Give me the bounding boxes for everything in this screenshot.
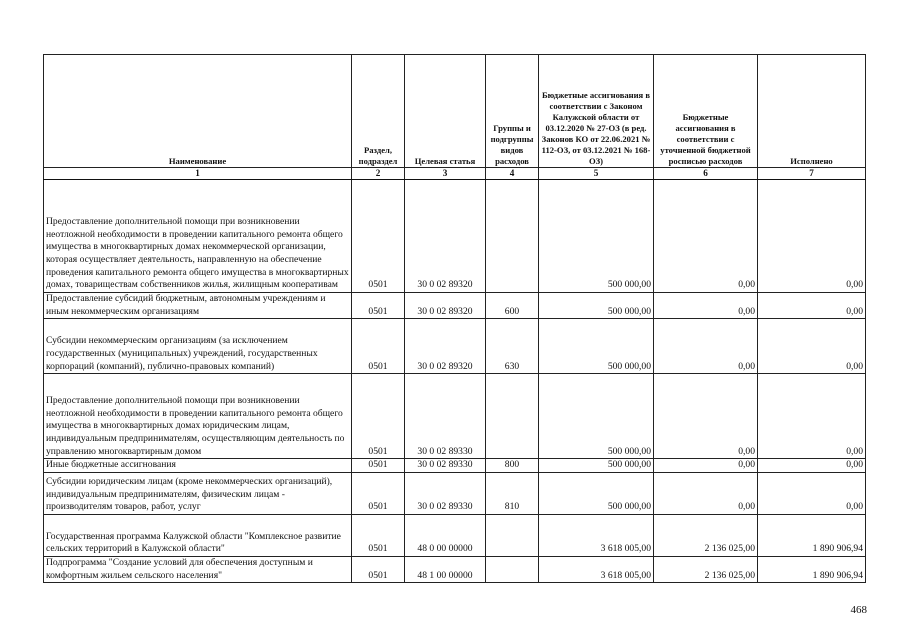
row-target: 30 0 02 89330: [405, 374, 486, 459]
row-executed: 0,00: [758, 472, 866, 514]
row-refined-allocation: 0,00: [654, 459, 758, 473]
row-target: 30 0 02 89320: [405, 319, 486, 374]
column-number: 5: [539, 168, 654, 180]
row-group: [486, 374, 539, 459]
row-group: [486, 514, 539, 556]
budget-table: [43, 54, 866, 583]
row-refined-allocation: 2 136 025,00: [654, 514, 758, 556]
row-executed: 0,00: [758, 374, 866, 459]
row-executed: 0,00: [758, 180, 866, 293]
table-row: [44, 459, 866, 473]
column-number: 1: [44, 168, 352, 180]
table-row: [44, 374, 866, 459]
row-target: 48 1 00 00000: [405, 556, 486, 582]
row-name: Субсидии юридическим лицам (кроме некоммерческих организаций), индивидуальным предпринимателям, физическим лицам - производителям товаров, работ, услуг: [44, 472, 352, 514]
table-row: [44, 319, 866, 374]
row-group: 600: [486, 293, 539, 319]
row-section: 0501: [352, 556, 405, 582]
row-name: Иные бюджетные ассигнования: [44, 459, 352, 473]
row-law-allocation: 500 000,00: [539, 319, 654, 374]
row-target: 30 0 02 89330: [405, 472, 486, 514]
row-name: Субсидии некоммерческим организациям (за исключением государственных (муниципальных) учреждений, государственных корпораций (компаний), публично-правовых компаний): [44, 319, 352, 374]
row-section: 0501: [352, 514, 405, 556]
row-refined-allocation: 0,00: [654, 180, 758, 293]
row-name: Подпрограмма "Создание условий для обеспечения доступным и комфортным жильем сельского населения": [44, 556, 352, 582]
row-section: 0501: [352, 374, 405, 459]
row-group: 630: [486, 319, 539, 374]
row-executed: 0,00: [758, 319, 866, 374]
table-row: [44, 556, 866, 582]
row-refined-allocation: 0,00: [654, 374, 758, 459]
row-executed: 1 890 906,94: [758, 514, 866, 556]
table-row: [44, 472, 866, 514]
header-refined-allocation: Бюджетные ассигнования в соответствии с уточненной бюджетной росписью расходов: [654, 55, 758, 168]
header-row: [44, 55, 866, 168]
row-group: 800: [486, 459, 539, 473]
header-law-allocation: Бюджетные ассигнования в соответствии с Законом Калужской области от 03.12.2020 № 27-ОЗ (в ред. Законов КО от 22.06.2021 № 112-ОЗ, от 03.12.2021 № 168-ОЗ): [539, 55, 654, 168]
row-executed: 0,00: [758, 293, 866, 319]
column-number: 2: [352, 168, 405, 180]
row-target: 30 0 02 89320: [405, 180, 486, 293]
row-section: 0501: [352, 180, 405, 293]
row-target: 30 0 02 89330: [405, 459, 486, 473]
column-number-row: [44, 168, 866, 180]
row-refined-allocation: 0,00: [654, 293, 758, 319]
header-executed: Исполнено: [758, 55, 866, 168]
column-number: 6: [654, 168, 758, 180]
row-refined-allocation: 0,00: [654, 472, 758, 514]
row-section: 0501: [352, 293, 405, 319]
row-group: 810: [486, 472, 539, 514]
row-law-allocation: 500 000,00: [539, 374, 654, 459]
header-name: Наименование: [44, 55, 352, 168]
header-group: Группы и подгруппы видов расходов: [486, 55, 539, 168]
row-name: Предоставление субсидий бюджетным, автономным учреждениям и иным некоммерческим организациям: [44, 293, 352, 319]
row-law-allocation: 3 618 005,00: [539, 514, 654, 556]
row-section: 0501: [352, 472, 405, 514]
row-target: 30 0 02 89320: [405, 293, 486, 319]
page-number: 468: [850, 604, 867, 616]
header-section: Раздел, подраздел: [352, 55, 405, 168]
row-group: [486, 556, 539, 582]
row-refined-allocation: 2 136 025,00: [654, 556, 758, 582]
row-section: 0501: [352, 459, 405, 473]
row-refined-allocation: 0,00: [654, 319, 758, 374]
row-executed: 1 890 906,94: [758, 556, 866, 582]
table-row: [44, 293, 866, 319]
table-row: [44, 180, 866, 293]
row-law-allocation: 3 618 005,00: [539, 556, 654, 582]
row-group: [486, 180, 539, 293]
row-law-allocation: 500 000,00: [539, 472, 654, 514]
row-name: Предоставление дополнительной помощи при возникновении неотложной необходимости в проведении капитального ремонта общего имущества в многоквартирных домах юридическим лицам, индивидуальным предпринимателям, осуществляющим деятельность по управлению многоквартирным домом: [44, 374, 352, 459]
row-section: 0501: [352, 319, 405, 374]
row-name: Государственная программа Калужской области "Комплексное развитие сельских территорий в Калужской области": [44, 514, 352, 556]
row-name: Предоставление дополнительной помощи при возникновении неотложной необходимости в проведении капитального ремонта общего имущества в многоквартирных домах некоммерческой организации, которая осуществляет деятельность, направленную на обеспечение проведения капитального ремонта общего имущества в многоквартирных домах, товариществам собственников жилья, жилищным кооперативам: [44, 180, 352, 293]
column-number: 7: [758, 168, 866, 180]
header-target: Целевая статья: [405, 55, 486, 168]
row-law-allocation: 500 000,00: [539, 459, 654, 473]
row-target: 48 0 00 00000: [405, 514, 486, 556]
column-number: 4: [486, 168, 539, 180]
row-law-allocation: 500 000,00: [539, 293, 654, 319]
budget-sheet: [43, 54, 865, 583]
column-number: 3: [405, 168, 486, 180]
row-law-allocation: 500 000,00: [539, 180, 654, 293]
table-row: [44, 514, 866, 556]
row-executed: 0,00: [758, 459, 866, 473]
